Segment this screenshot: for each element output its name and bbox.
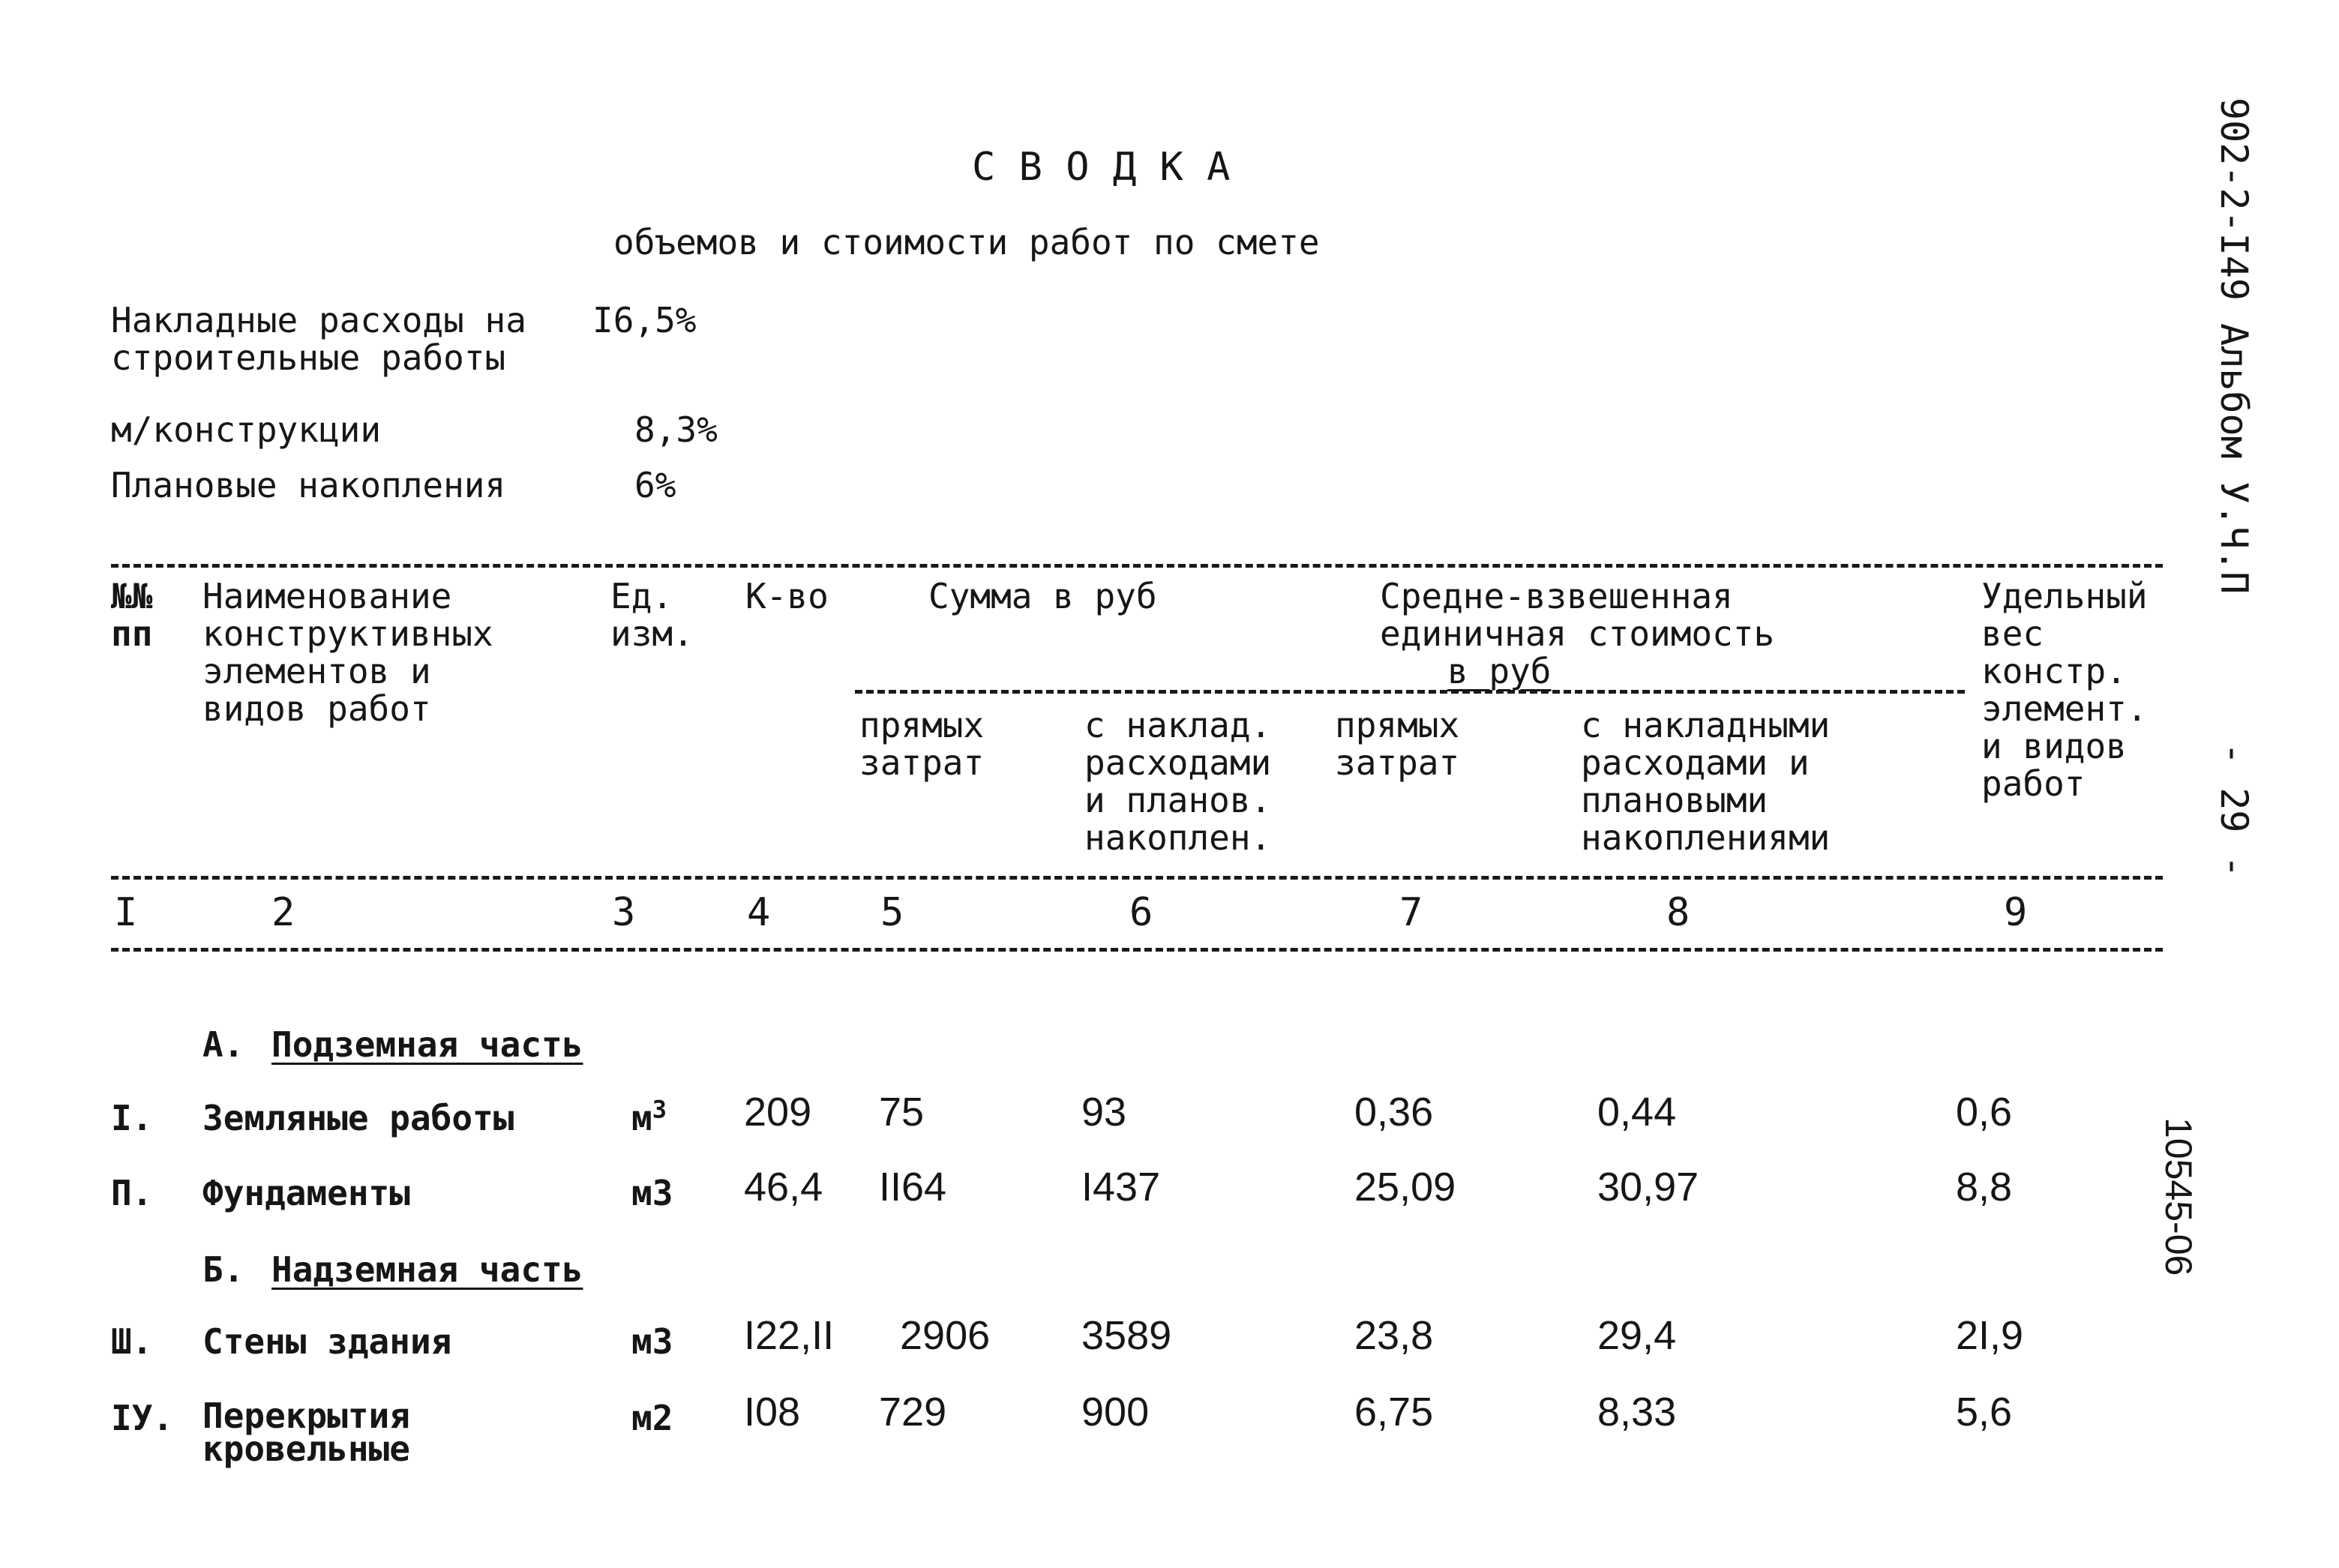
header-sum-direct: прямых затрат	[859, 705, 985, 783]
overhead-label: Накладные расходы на	[111, 300, 526, 340]
archive-stamp: 10545-06	[2158, 1117, 2200, 1276]
row-avg-overhead: 29,4	[1597, 1313, 1677, 1358]
row-avg-direct: 23,8	[1354, 1313, 1434, 1358]
row-sum-direct: 729	[879, 1390, 947, 1435]
header-sum-overhead: с наклад. расходами и планов. накоплен.	[1084, 705, 1272, 858]
row-num: П.	[111, 1173, 153, 1213]
header-sum: Сумма в руб	[928, 576, 1157, 616]
row-sum-overhead: 900	[1081, 1390, 1150, 1435]
header-bottom-rule	[111, 876, 2163, 880]
col-number: 4	[747, 890, 771, 935]
row-name: Фундаменты	[202, 1173, 410, 1213]
row-avg-direct: 0,36	[1354, 1090, 1434, 1135]
album-code: 902-2-I49 Альбом У.Ч.П	[2212, 97, 2256, 595]
row-qty: I22,II	[744, 1313, 835, 1358]
row-qty: I08	[744, 1390, 801, 1435]
savings-value: 6%	[634, 465, 676, 505]
col-number: 3	[612, 890, 636, 935]
col-number: 8	[1666, 890, 1690, 935]
row-num: I.	[111, 1098, 153, 1138]
row-name: Стены здания	[202, 1321, 452, 1362]
col-number: 5	[880, 890, 904, 935]
row-sum-overhead: 93	[1081, 1090, 1127, 1135]
row-sum-direct: 2906	[900, 1313, 991, 1358]
row-sum-overhead: 3589	[1081, 1313, 1172, 1358]
col-number: I	[114, 890, 138, 935]
header-qty: К-во	[745, 576, 829, 616]
section-letter: А.	[202, 1024, 244, 1065]
row-avg-direct: 25,09	[1354, 1165, 1456, 1210]
page-number: - 29 -	[2212, 742, 2256, 878]
row-num: IУ.	[111, 1398, 174, 1438]
row-qty: 209	[744, 1090, 812, 1135]
row-name: Перекрытия кровельные	[202, 1396, 410, 1469]
row-weight: 2I,9	[1956, 1313, 2024, 1358]
header-avg-unit: в руб	[1447, 651, 1552, 691]
section-title: Надземная часть	[271, 1249, 583, 1290]
col-number: 2	[271, 890, 295, 935]
header-avg-overhead: с накладными расходами и плановыми накоплениями	[1581, 705, 1831, 858]
row-unit: $м^3$	[631, 1095, 667, 1138]
header-avg: Средне-взвешенная единичная стоимость	[1380, 576, 1775, 654]
numbers-bottom-rule	[111, 948, 2163, 952]
row-sum-direct: II64	[879, 1165, 947, 1210]
row-weight: 5,6	[1956, 1390, 2013, 1435]
row-weight: 8,8	[1956, 1165, 2013, 1210]
row-num: Ш.	[111, 1321, 153, 1362]
document-title: С В О Д К А	[972, 145, 1231, 190]
header-weight: Удельный вес констр. элемент. и видов работ	[1981, 576, 2148, 804]
overhead-value: I6,5%	[592, 300, 697, 340]
row-unit: м3	[631, 1173, 673, 1213]
row-avg-overhead: 0,44	[1597, 1090, 1677, 1135]
section-title: Подземная часть	[271, 1024, 583, 1065]
header-avg-direct: прямых затрат	[1335, 705, 1460, 783]
row-avg-overhead: 8,33	[1597, 1390, 1677, 1435]
row-qty: 46,4	[744, 1165, 823, 1210]
savings-label: Плановые накопления	[111, 465, 506, 505]
row-name: Земляные работы	[202, 1098, 514, 1138]
row-avg-overhead: 30,97	[1597, 1165, 1699, 1210]
header-top-rule	[111, 564, 2163, 568]
row-sum-overhead: I437	[1081, 1165, 1161, 1210]
col-number: 9	[2004, 890, 2028, 935]
col-number: 6	[1129, 890, 1153, 935]
metal-value: 8,3%	[634, 409, 718, 450]
section-letter: Б.	[202, 1249, 244, 1290]
metal-label: м/конструкции	[111, 409, 382, 450]
row-unit: м2	[631, 1398, 673, 1438]
document-subtitle: объемов и стоимости работ по смете	[613, 222, 1320, 262]
header-num: №№ пп	[111, 576, 153, 654]
col-number: 7	[1399, 890, 1423, 935]
header-unit: Ед. изм.	[610, 576, 694, 654]
overhead-label-2: строительные работы	[111, 337, 506, 378]
row-avg-direct: 6,75	[1354, 1390, 1434, 1435]
header-sub-rule	[855, 690, 1965, 694]
row-sum-direct: 75	[879, 1090, 925, 1135]
row-weight: 0,6	[1956, 1090, 2013, 1135]
row-unit: м3	[631, 1321, 673, 1362]
header-name: Наименование конструктивных элементов и видов работ	[202, 576, 493, 729]
